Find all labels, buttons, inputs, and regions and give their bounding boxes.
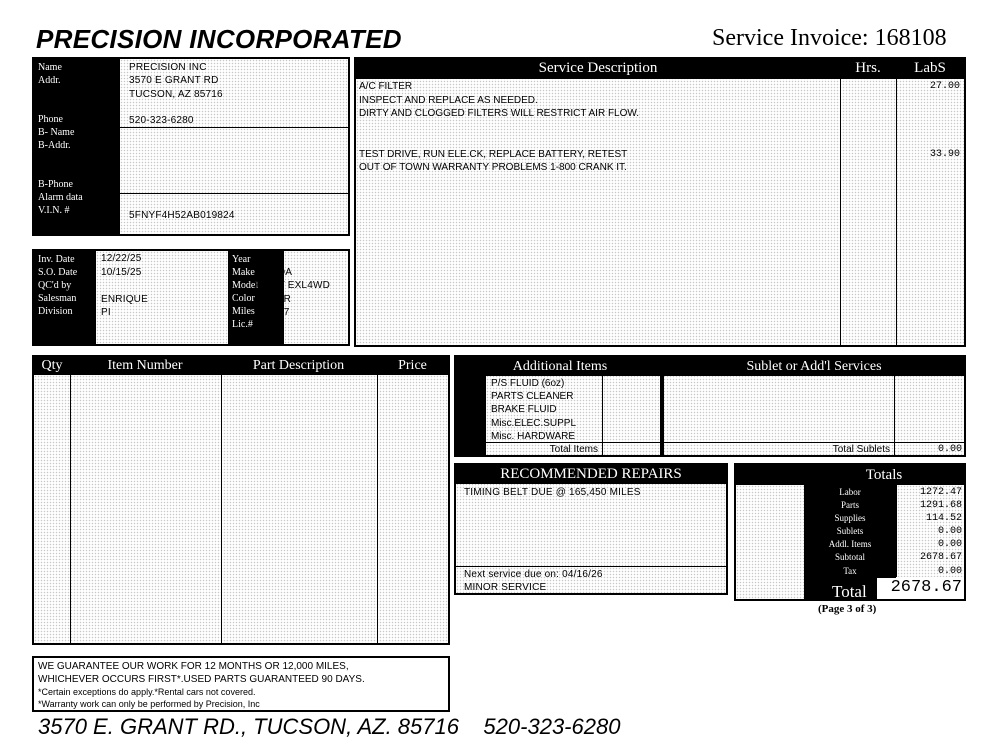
footer-address: 3570 E. GRANT RD., TUCSON, AZ. 85716 520-323-6280 bbox=[38, 714, 621, 739]
customer-vin: 5FNYF4H52AB019824 bbox=[129, 210, 235, 221]
recommended-text: TIMING BELT DUE @ 165,450 MILES bbox=[464, 487, 641, 498]
totals-value: 1272.47 bbox=[919, 487, 962, 498]
label-year: Year bbox=[232, 254, 251, 265]
service-line-amount: 33.90 bbox=[929, 148, 960, 160]
service-line-text: OUT OF TOWN WARRANTY PROBLEMS 1-800 CRANK IT. bbox=[359, 162, 627, 173]
parts-qty-header: Qty bbox=[41, 358, 63, 373]
label-b-phone: B-Phone bbox=[38, 179, 73, 190]
service-line-text: INSPECT AND REPLACE AS NEEDED. bbox=[359, 94, 538, 106]
service-line bbox=[359, 80, 964, 94]
service-line-text: TEST DRIVE, RUN ELE.CK, REPLACE BATTERY, RETEST bbox=[359, 148, 628, 160]
guarantee-line-4: *Warranty work can only be performed by Precision, Inc bbox=[38, 699, 260, 709]
service-type: MINOR SERVICE bbox=[464, 582, 547, 593]
parts-box bbox=[32, 355, 450, 645]
additional-item: P/S FLUID (6oz) bbox=[491, 378, 565, 389]
guarantee-line-3: *Certain exceptions do apply.*Rental cars not covered. bbox=[38, 687, 256, 697]
service-line bbox=[359, 94, 964, 108]
additional-header: Additional Items bbox=[512, 359, 608, 374]
totals-value: 2678.67 bbox=[919, 552, 962, 564]
recommended-box bbox=[454, 463, 728, 595]
sublet-header: Sublet or Add'l Services bbox=[746, 359, 882, 374]
totals-label: Tax bbox=[843, 565, 857, 576]
service-line-text: DIRTY AND CLOGGED FILTERS WILL RESTRICT AIR FLOW. bbox=[359, 108, 640, 119]
totals-label: Labor bbox=[839, 487, 861, 497]
totals-row bbox=[804, 551, 964, 564]
totals-label: Parts bbox=[841, 500, 859, 511]
totals-header: Totals bbox=[865, 467, 903, 483]
totals-value: 114.52 bbox=[925, 513, 962, 525]
totals-label: Supplies bbox=[834, 513, 866, 524]
total-sublets-label: Total Sublets bbox=[832, 444, 890, 455]
label-vin: V.I.N. # bbox=[38, 205, 70, 216]
customer-name: PRECISION INC bbox=[129, 62, 207, 73]
totals-value: 0.00 bbox=[937, 539, 962, 551]
totals-value: 1291.68 bbox=[919, 500, 962, 512]
additional-item: PARTS CLEANER bbox=[491, 391, 574, 403]
qcd-by bbox=[101, 279, 148, 293]
additional-item: Misc.ELEC.SUPPL bbox=[491, 417, 577, 429]
customer-box bbox=[32, 57, 350, 236]
label-phone: Phone bbox=[38, 114, 63, 125]
customer-phone: 520-323-6280 bbox=[129, 115, 194, 126]
service-line bbox=[359, 134, 964, 148]
label-inv-date: Inv. Date bbox=[38, 254, 75, 265]
label-qcd-by: QC'd by bbox=[38, 280, 72, 291]
invoice-number: Service Invoice: 168108 bbox=[712, 25, 947, 51]
service-line bbox=[359, 148, 964, 162]
totals-row bbox=[804, 538, 964, 551]
total-sublets-value: 0.00 bbox=[937, 444, 962, 455]
label-b-addr: B-Addr. bbox=[38, 140, 71, 151]
guarantee-box bbox=[32, 656, 450, 712]
totals-row bbox=[804, 525, 964, 538]
label-color: Color bbox=[232, 293, 255, 304]
additional-item: Misc. HARDWARE bbox=[491, 430, 576, 442]
label-addr: Addr. bbox=[38, 75, 61, 86]
guarantee-line-1: WE GUARANTEE OUR WORK FOR 12 MONTHS OR 12,000 MILES, bbox=[38, 661, 349, 672]
service-desc-header: Service Description bbox=[538, 60, 658, 76]
label-lic: Lic.# bbox=[232, 319, 253, 330]
parts-desc-header: Part Description bbox=[252, 358, 345, 373]
totals-label: Addl. Items bbox=[828, 539, 872, 550]
next-service-due: Next service due on: 04/16/26 bbox=[464, 569, 603, 580]
guarantee-line-2: WHICHEVER OCCURS FIRST*.USED PARTS GUARANTEED 90 DAYS. bbox=[38, 674, 365, 685]
label-so-date: S.O. Date bbox=[38, 267, 78, 278]
customer-addr1: 3570 E GRANT RD bbox=[129, 75, 219, 86]
additional-item: BRAKE FLUID bbox=[491, 404, 557, 416]
vehicle-year: 2010 bbox=[255, 253, 279, 264]
totals-label: Sublets bbox=[836, 526, 864, 537]
totals-label: Subtotal bbox=[834, 552, 865, 563]
label-make: Make bbox=[232, 267, 255, 278]
service-line-amount: 27.00 bbox=[929, 81, 960, 92]
vehicle-miles: 145667 bbox=[255, 307, 290, 318]
total-value: 2678.67 bbox=[877, 578, 964, 599]
totals-row bbox=[804, 565, 964, 578]
label-alarm: Alarm data bbox=[38, 192, 83, 203]
label-division: Division bbox=[38, 306, 73, 317]
service-line bbox=[359, 107, 964, 121]
additional-box bbox=[454, 355, 966, 457]
totals-value: 0.00 bbox=[937, 526, 962, 538]
totals-value: 0.00 bbox=[937, 565, 962, 577]
page-indicator: (Page 3 of 3) bbox=[818, 603, 877, 615]
service-box bbox=[354, 57, 966, 347]
vehicle-make: HONDA bbox=[255, 266, 293, 278]
totals-box bbox=[734, 463, 966, 601]
total-label: Total bbox=[832, 582, 867, 601]
company-name: PRECISION INCORPORATED bbox=[36, 24, 402, 54]
parts-price-header: Price bbox=[398, 358, 427, 373]
label-salesman: Salesman bbox=[38, 293, 77, 304]
service-hrs-header: Hrs. bbox=[855, 60, 881, 76]
inv-date: 12/22/25 bbox=[101, 253, 142, 264]
division: PI bbox=[101, 307, 111, 318]
service-line bbox=[359, 121, 964, 135]
service-labs-header: LabS bbox=[914, 60, 946, 76]
so-date: 10/15/25 bbox=[101, 266, 142, 278]
label-name: Name bbox=[38, 62, 62, 73]
service-line bbox=[359, 161, 964, 175]
recommended-header: RECOMMENDED REPAIRS bbox=[500, 466, 682, 482]
label-miles: Miles bbox=[232, 306, 255, 317]
label-b-name: B- Name bbox=[38, 127, 75, 138]
vehicle-model: PILOT EXL4WD bbox=[255, 280, 331, 291]
service-line-text: A/C FILTER bbox=[359, 81, 413, 92]
totals-row bbox=[804, 486, 964, 499]
total-items-label: Total Items bbox=[549, 444, 598, 455]
customer-addr2: TUCSON, AZ 85716 bbox=[129, 89, 223, 100]
label-model: Model bbox=[232, 280, 259, 291]
vehicle-color: SILVER bbox=[255, 293, 292, 305]
parts-item-header: Item Number bbox=[107, 358, 183, 373]
salesman: ENRIQUE bbox=[101, 293, 148, 305]
vehicle-box bbox=[32, 249, 350, 346]
totals-row bbox=[804, 499, 964, 512]
totals-row bbox=[804, 512, 964, 525]
